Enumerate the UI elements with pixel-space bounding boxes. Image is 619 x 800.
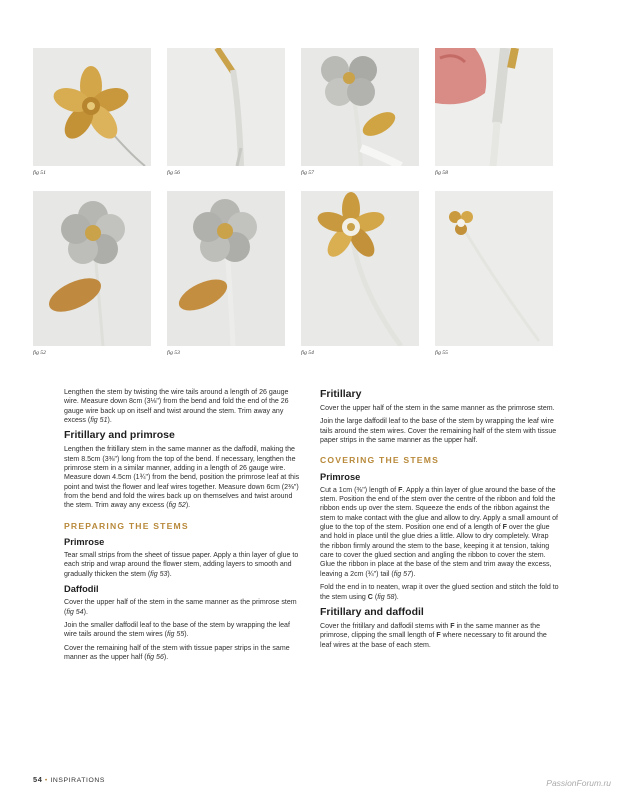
page-number: 54 bbox=[33, 775, 43, 784]
fritillary-heading: Fritillary bbox=[320, 388, 362, 400]
gold-flower-image bbox=[33, 48, 151, 166]
intro-paragraph: Lengthen the stem by twisting the wire tails around a length of 26 gauge wire. Measure down 8cm (3⅛") from the bend and fold the end of the 26 gauge wire back up on itself and twist around the stem. Trim away any excess (fig 51). bbox=[64, 389, 289, 425]
fritillary-daffodil-heading: Fritillary and daffodil bbox=[320, 605, 424, 618]
caption-fig-52: fig 52 bbox=[33, 350, 46, 356]
silver-primrose-leaf-image bbox=[33, 191, 151, 346]
figure-57-photo bbox=[301, 48, 419, 166]
daffodil-paragraph-2: Join the smaller daffodil leaf to the base of the stem by wrapping the leaf wire tails around the stem wires (fig 55). bbox=[64, 621, 290, 639]
covering-primrose-paragraph-1: Cut a 1cm (⅜") length of F. Apply a thin layer of glue around the base of the stem. Position the end of the stem over the centre of the ribbon and fold the ribbon ends up over the stem. Squeeze the ends of the ribbon against the stem to make contact with the glue and allow to dry. Apply a small amount of glue to the top of the stem. Position one end of a length of F over the glue and hold in place until the glue dries a little. Allow to dry completely. Wrap the ribbon firmly around the stem to the base, keeping it at tension, taking care to cover the glued section and angling the ribbon to cover the stem. Glue the ribbon in place at the base of the stem and trim away the excess, leaving a 2cm (¾") tail (fig 57). bbox=[320, 486, 559, 578]
silver-flower-ribbon-image bbox=[301, 48, 419, 166]
gold-daffodil-image bbox=[301, 191, 419, 346]
figure-58-photo bbox=[435, 48, 553, 166]
figure-54-photo bbox=[301, 191, 419, 346]
fritillary-primrose-heading: Fritillary and primrose bbox=[64, 429, 175, 442]
primrose-wrapped-stem-image bbox=[167, 191, 285, 346]
small-daffodil-image bbox=[435, 191, 553, 346]
wrapped-stem-image bbox=[167, 48, 285, 166]
watermark: PassionForum.ru bbox=[546, 778, 611, 788]
caption-fig-57: fig 57 bbox=[301, 170, 314, 176]
fritillary-daffodil-paragraph: Cover the fritillary and daffodil stems with F in the same manner as the primrose, clipping the small length of F where necessary to fit around the leaf wires at the base of each stem. bbox=[320, 622, 547, 649]
footer-section: INSPIRATIONS bbox=[50, 777, 106, 784]
caption-fig-51: fig 51 bbox=[33, 170, 46, 176]
primrose-heading: Primrose bbox=[64, 537, 105, 548]
caption-fig-58: fig 58 bbox=[435, 170, 448, 176]
daffodil-paragraph-1: Cover the upper half of the stem in the same manner as the primrose stem (fig 54). bbox=[64, 599, 297, 616]
caption-fig-55: fig 55 bbox=[435, 350, 448, 356]
daffodil-paragraph-3: Cover the remaining half of the stem with tissue paper strips in the same manner as the upper half (fig 56). bbox=[64, 644, 290, 661]
left-column bbox=[64, 388, 304, 666]
figure-52-photo bbox=[33, 191, 151, 346]
fritillary-paragraph-2: Join the large daffodil leaf to the base of the stem by wrapping the leaf wire tails around the stem wires. Cover the remaining half of the stem with tissue paper strips in the same manner as the upper half. bbox=[320, 418, 557, 445]
figure-55-photo bbox=[435, 191, 553, 346]
covering-primrose-heading: Primrose bbox=[320, 471, 361, 482]
daffodil-heading: Daffodil bbox=[64, 584, 99, 595]
figure-56-photo bbox=[167, 48, 285, 166]
right-column bbox=[320, 388, 560, 654]
fritillary-primrose-paragraph: Lengthen the fritillary stem in the same manner as the daffodil, making the stem 8.5cm (3⅜") long from the top of the bend. If necessary, lengthen the primrose stem in a similar manner, adding in a length of 26 gauge wire. Measure down 4.5cm (1¾") from the bend, position the primrose leaf at this point and twist the flower and leaf wires together. Measure down 6cm (2⅜") from the bend and fold the wires back up on themselves and twist around the stem. Trim away any excess (fig 52). bbox=[64, 446, 300, 510]
primrose-paragraph: Tear small strips from the sheet of tissue paper. Apply a thin layer of glue to each strip and wrap around the flower stem, adding layers to smooth and gradually thicken the stem (fig 53). bbox=[64, 552, 299, 578]
figure-53-photo bbox=[167, 191, 285, 346]
page-footer bbox=[33, 775, 105, 784]
preparing-stems-heading: PREPARING THE STEMS bbox=[64, 520, 189, 531]
caption-fig-53: fig 53 bbox=[167, 350, 180, 356]
caption-fig-54: fig 54 bbox=[301, 350, 314, 356]
covering-stems-heading: COVERING THE STEMS bbox=[320, 455, 440, 466]
fritillary-paragraph-1: Cover the upper half of the stem in the same manner as the primrose stem. bbox=[320, 405, 555, 412]
figure-51-photo bbox=[33, 48, 151, 166]
footer-separator: • bbox=[44, 777, 48, 784]
covering-primrose-paragraph-2: Fold the end in to neaten, wrap it over the glued section and stitch the fold to the stem using C (fig 58). bbox=[320, 584, 559, 601]
caption-fig-56: fig 56 bbox=[167, 170, 180, 176]
fingers-holding-stem-image bbox=[435, 48, 553, 166]
